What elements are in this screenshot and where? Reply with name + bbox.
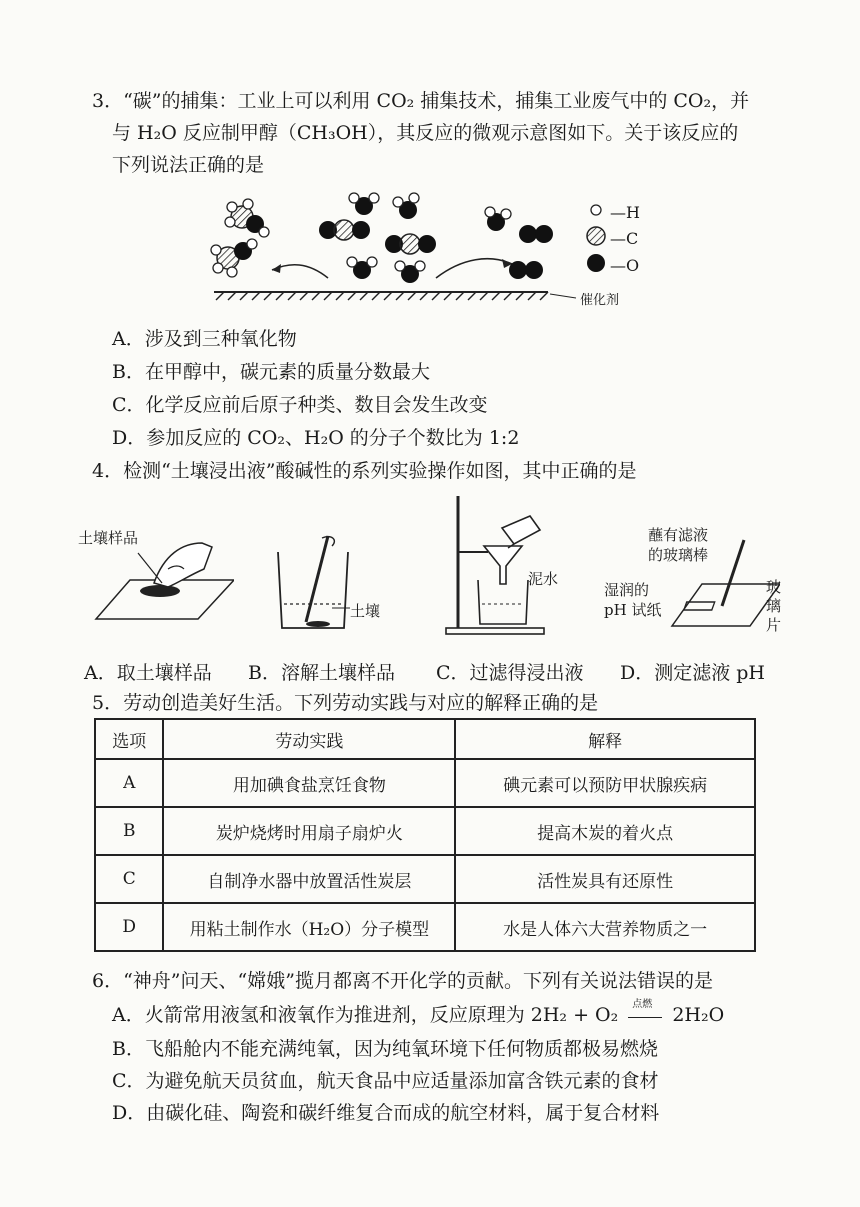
reaction-condition-text: 点燃	[632, 998, 653, 1010]
table-header-row	[95, 719, 755, 759]
label-muddy-water: 泥水	[528, 570, 559, 588]
q3-option-d: D．参加反应的 CO₂、H₂O 的分子个数比为 1:2	[112, 427, 520, 449]
legend-h-atom	[591, 205, 601, 215]
q6-option-a-suffix: 2H₂O	[672, 1004, 725, 1026]
molecule-o2-3	[509, 261, 543, 279]
row-a-explanation: 碘元素可以预防甲状腺疾病	[455, 759, 755, 807]
q6-option-c: C．为避免航天员贫血，航天食品中应适量添加富含铁元素的食材	[112, 1070, 659, 1092]
molecule-co2-1	[319, 220, 370, 240]
label-soil-sample: 土壤样品	[78, 529, 139, 547]
q6-stem: 6．“神舟”问天、“嫦娥”揽月都离不开化学的贡献。下列有关说法错误的是	[92, 970, 713, 992]
row-c-option: C	[95, 855, 163, 903]
molecule-methanol-2	[211, 239, 257, 277]
molecule-h2o-1	[349, 193, 379, 215]
q3-line-2: 与 H₂O 反应制甲醇（CH₃OH），其反应的微观示意图如下。关于该反应的	[112, 122, 739, 144]
reaction-arrow-line	[628, 1017, 662, 1018]
q3-option-b: B．在甲醇中，碳元素的质量分数最大	[112, 361, 430, 383]
row-b-option: B	[95, 807, 163, 855]
q4-option-b: B．溶解土壤样品	[248, 662, 395, 684]
row-d-explanation: 水是人体六大营养物质之一	[455, 903, 755, 951]
q3-line-1: 3．“碳”的捕集：工业上可以利用 CO₂ 捕集技术，捕集工业废气中的 CO₂，并	[92, 90, 750, 112]
row-a-practice: 用加碘食盐烹饪食物	[163, 759, 455, 807]
molecule-h2o-3	[347, 257, 377, 279]
q3-line-3: 下列说法正确的是	[112, 154, 265, 176]
label-rod-1: 蘸有滤液	[648, 526, 709, 544]
header-explanation: 解释	[455, 719, 755, 759]
label-glass-2: 璃	[766, 597, 782, 615]
row-a-option: A	[95, 759, 163, 807]
header-practice: 劳动实践	[163, 719, 455, 759]
legend-c-atom	[587, 227, 605, 245]
q6-option-d: D．由碳化硅、陶瓷和碳纤维复合而成的航空材料，属于复合材料	[112, 1102, 660, 1124]
q4-option-a: A．取土壤样品	[84, 662, 212, 684]
row-b-practice: 炭炉烧烤时用扇子扇炉火	[163, 807, 455, 855]
row-d-practice: 用粘土制作水（H₂O）分子模型	[163, 903, 455, 951]
table-row	[95, 759, 755, 807]
label-rod-2: 的玻璃棒	[648, 546, 709, 564]
q4-option-c: C．过滤得浸出液	[436, 662, 584, 684]
label-glass-1: 玻	[766, 578, 782, 596]
q6-option-b: B．飞船舱内不能充满纯氧，因为纯氧环境下任何物质都极易燃烧	[112, 1038, 658, 1060]
row-b-explanation: 提高木炭的着火点	[455, 807, 755, 855]
label-soil: 土壤	[350, 602, 381, 620]
legend-o-atom	[587, 254, 605, 272]
catalyst-label: 催化剂	[580, 293, 620, 308]
q4-figure-c	[444, 492, 564, 637]
molecule-o2-1	[485, 207, 511, 231]
q3-option-c: C．化学反应前后原子种类、数目会发生改变	[112, 394, 488, 416]
row-c-practice: 自制净水器中放置活性炭层	[163, 855, 455, 903]
label-ph-paper-1: 湿润的	[604, 581, 650, 599]
q5-stem: 5．劳动创造美好生活。下列劳动实践与对应的解释正确的是	[92, 692, 599, 714]
label-ph-paper-2: pH 试纸	[604, 601, 662, 619]
molecule-h2o-4	[395, 261, 425, 283]
table-row	[95, 807, 755, 855]
molecule-methanol-1	[225, 199, 269, 237]
molecule-h2o-2	[393, 193, 419, 219]
legend-h-label: —H	[610, 203, 640, 222]
label-glass-3: 片	[766, 616, 782, 634]
q4-figure-b	[272, 532, 362, 632]
header-option: 选项	[95, 719, 163, 759]
row-d-option: D	[95, 903, 163, 951]
row-c-explanation: 活性炭具有还原性	[455, 855, 755, 903]
legend-c-label: —C	[610, 229, 639, 248]
q5-table	[94, 718, 756, 952]
q6-option-a	[112, 998, 725, 1028]
table-row	[95, 903, 755, 951]
table-row	[95, 855, 755, 903]
reaction-condition	[628, 998, 662, 1018]
q6-option-a-prefix: A．火箭常用液氢和液氧作为推进剂，反应原理为 2H₂ + O₂	[112, 1004, 619, 1026]
q4-option-d: D．测定滤液 pH	[620, 662, 766, 684]
legend-o-label: —O	[610, 256, 640, 275]
molecule-co2-2	[385, 234, 436, 254]
q3-option-a: A．涉及到三种氧化物	[112, 328, 297, 350]
molecule-o2-2	[519, 225, 553, 243]
q4-stem: 4．检测“土壤浸出液”酸碱性的系列实验操作如图，其中正确的是	[92, 460, 637, 482]
